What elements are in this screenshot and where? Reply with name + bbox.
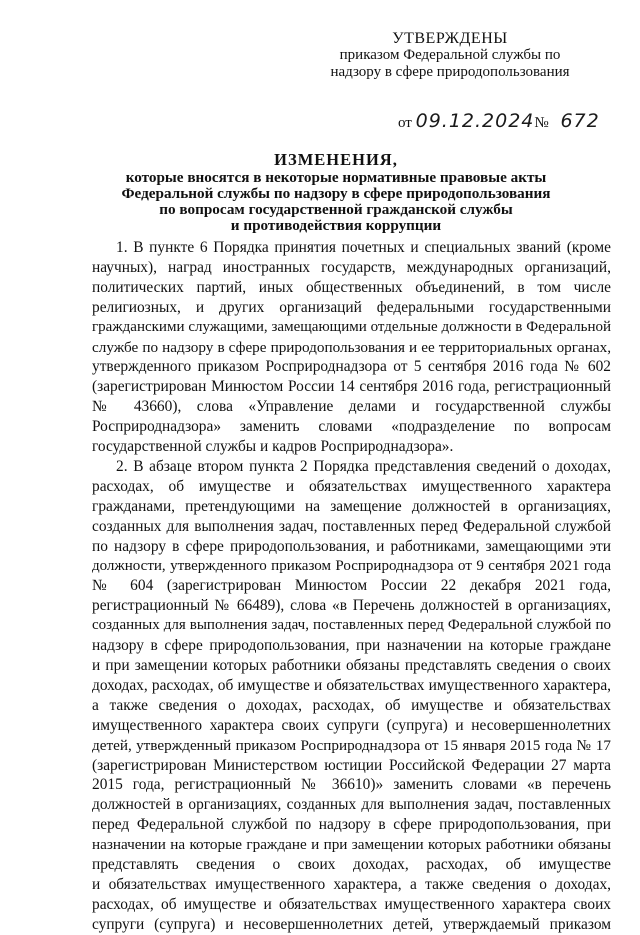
approval-heading: УТВЕРЖДЕНЫ — [392, 30, 508, 47]
body-line: политических партий, иных общественных объединений, в том числе — [92, 278, 611, 296]
body-line: и обязательствах имущественного характера, а также сведения о доходах, — [92, 876, 611, 893]
body-line: регистрационный № 66489), слова «в Перечень должностей в организациях, — [92, 597, 611, 615]
body-line: утвержденного приказом Росприроднадзора от 5 сентября 2016 года № 602 — [92, 358, 611, 376]
title-main: ИЗМЕНЕНИЯ, — [274, 150, 398, 169]
title-line-2: Федеральной службы по надзору в сфере природопользования — [121, 185, 551, 202]
body-line: а также сведения о доходах, расходах, об имуществе и обязательствах — [92, 696, 611, 714]
body-line: 1. В пункте 6 Порядка принятия почетных и специальных званий (кроме — [116, 239, 611, 256]
body-line: и при замещении которых работники обязаны представлять сведения о своих — [92, 657, 611, 675]
body-line: гражданскими служащими, замещающими отдельные должности в Федеральной — [92, 318, 611, 335]
body-line: (зарегистрирован Минюстом России 14 сентября 2016 года, регистрационный — [92, 378, 611, 396]
body-line: должности, утвержденного приказом Росприроднадзора от 9 сентября 2021 года — [92, 557, 611, 574]
body-line: государственной службы и кадров Росприроднадзора». — [92, 438, 454, 456]
body-line: расходах, об имуществе и обязательствах имущественного характера — [92, 477, 611, 495]
body-line: надзору в сфере природопользования, при назначении на которые граждане — [92, 637, 611, 655]
body-line: доходах, расходах, об имуществе и обязательствах имущественного характера, — [92, 676, 611, 694]
body-line: детей, утвержденный приказом Росприроднадзора от 15 января 2015 года № 17 — [92, 736, 611, 754]
body-line: № 43660), слова «Управление делами и государственной службы — [92, 398, 611, 416]
approval-stamp — [300, 30, 600, 81]
body-line: 2. В абзаце втором пункта 2 Порядка представления сведений о доходах, — [116, 457, 611, 475]
body-line: Росприроднадзора» заменить словами «подразделение по вопросам — [92, 418, 611, 436]
body-line: религиозных, и других организаций федеральными государственными — [92, 298, 611, 316]
handwritten-date: 09.12.2024 — [415, 110, 535, 132]
body-line: (зарегистрирован Министерством юстиции Российской Федерации 27 марта — [92, 756, 611, 774]
order-date-number — [398, 110, 600, 132]
title-line-1: которые вносятся в некоторые нормативные правовые акты — [125, 169, 547, 186]
body-line: перед Федеральной службой по надзору в сфере природопользования, при — [92, 816, 611, 834]
approval-line-1: приказом Федеральной службы по — [339, 47, 561, 63]
body-line: созданных для выполнения задач, поставленных перед Федеральной службой — [92, 517, 611, 535]
document-title — [86, 152, 586, 234]
body-line: 2015 года, регистрационный № 36610)» заменить словами «в перечень — [92, 776, 611, 794]
body-line: представлять сведения о своих доходах, расходах, об имуществе — [92, 856, 611, 874]
number-prefix: № — [534, 115, 549, 131]
body-line: имущественного характера своих супруги (супруга) и несовершеннолетних — [92, 716, 611, 734]
body-line: назначении на которые граждане и при замещении которых работники обязаны — [92, 836, 611, 854]
body-line: гражданами, претендующими на замещение должностей в организациях, — [92, 497, 611, 515]
title-line-3: по вопросам государственной гражданской службы — [159, 201, 513, 218]
title-line-4: и противодействия коррупции — [230, 217, 442, 234]
body-line: расходах, об имуществе и обязательствах имущественного характера своих — [92, 895, 611, 913]
body-line: службе по надзору в сфере природопользования и ее территориальных органах, — [92, 338, 611, 356]
body-line: должностей в организациях, созданных для выполнения задач, поставленных — [92, 796, 611, 814]
document-body — [92, 238, 611, 935]
body-line: научных), наград иностранных государств, международных организаций, — [92, 258, 611, 276]
approval-line-2: надзору в сфере природопользования — [330, 64, 570, 80]
date-prefix: от — [398, 115, 412, 131]
body-line: по надзору в сфере природопользования, и работниками, замещающими эти — [92, 537, 611, 555]
handwritten-number: 672 — [560, 110, 600, 132]
body-line: № 604 (зарегистрирован Минюстом России 22 декабря 2021 года, — [92, 577, 611, 595]
body-line: созданных для выполнения задач, поставленных перед Федеральной службой по — [92, 617, 611, 634]
body-line: супруги (супруга) и несовершеннолетних детей, утверждаемый приказом — [92, 915, 611, 933]
